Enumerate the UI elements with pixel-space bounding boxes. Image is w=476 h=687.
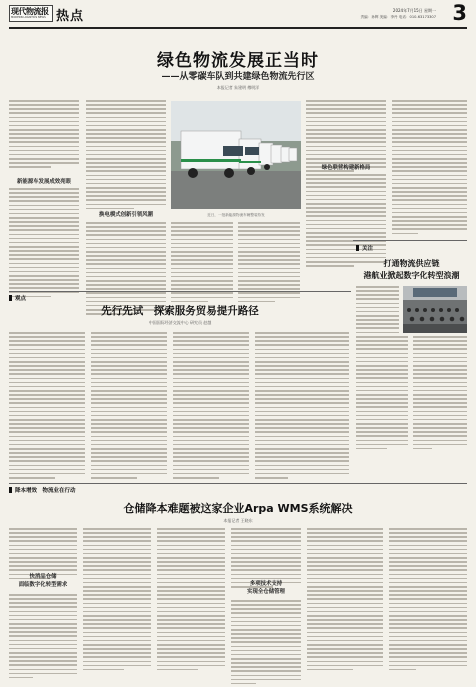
bottom-story-byline: 本报记者 王晓东 [223,518,253,523]
bottom-story-rule [9,483,467,484]
subhead-tech-support: 多项技术支持 实现全仓储管理 [247,581,285,595]
viewpoint-rule [9,291,351,292]
top-story-col-3 [171,222,233,305]
viewpoint-section-label [9,294,26,302]
bottom-label-text: 降本增效 物流业在行动 [15,488,76,494]
viewpoint-col-2 [91,332,167,481]
viewpoint-byline: 中国国际经济交流中心 研究员 赵越 [148,320,212,325]
top-story-col-4 [238,222,300,305]
bottom-col-1b [9,594,77,681]
bottom-col-2 [83,528,151,673]
bottom-col-6 [389,528,467,673]
masthead [0,0,476,26]
bottom-col-5 [307,528,383,673]
top-story-title: 绿色物流发展正当时 [157,51,319,71]
bottom-col-3 [157,528,225,673]
top-story-col-1b [9,188,79,300]
bottom-story-title: 仓储降本难题被这家企业Arpa WMS系统解决 [123,502,353,515]
feature-section-label [356,244,373,252]
feature-top-rule [353,240,467,241]
paper-subname: MODERN LOGISTICS NEWS [11,16,46,19]
trucks-photo [171,101,301,209]
top-story-subtitle: ——从零碳车队到共建绿色物流先行区 [161,72,315,82]
paper-name: 现代物流报 [11,7,49,16]
top-story-col-1 [9,100,79,170]
viewpoint-label-text: 观点 [15,296,27,302]
viewpoint-col-1 [9,332,85,481]
page-number: 3 [452,1,467,25]
feature-col-2 [413,336,467,452]
top-story-col-2 [86,100,166,212]
trucks-photo-caption: 近日，一批新能源物流车辆整装待发 [207,213,265,217]
masthead-rule [9,27,467,29]
editor-line: 责编：孙辉 美编：李丹 电话：010-63173307 [360,15,436,19]
viewpoint-col-3 [173,332,249,481]
section-marker-icon [356,245,359,251]
feature-col-left [356,286,399,336]
viewpoint-title: 先行先试 探索服务贸易提升路径 [101,305,259,317]
subhead-green-alliance: 绿色联营构建新格局 [321,165,371,171]
date-line: 2024年7月15日 星期一 [392,8,436,13]
section-marker-icon [9,295,12,301]
subhead-new-energy: 新能源车发展成效亮眼 [17,179,71,185]
feature-label-text: 关注 [362,246,374,252]
section-marker-icon [9,487,12,493]
top-story-col-6 [392,100,467,237]
viewpoint-col-4 [255,332,349,481]
feature-col-1 [356,336,408,452]
bottom-section-label [9,486,76,494]
conference-photo [403,286,467,333]
top-story-byline: 本报记者 朱建明 傅明洋 [216,85,260,90]
section-title: 热点 [56,9,85,24]
feature-title-line2: 港航业掀起数字化转型浪潮 [363,271,460,280]
top-story-col-5b [306,174,386,269]
feature-title-line1: 打通物流供应链 [383,259,440,268]
bottom-col-4b [231,600,301,687]
subhead-fmcg-warehouse: 快消品仓储 面临数字化转型需求 [18,574,68,588]
subhead-battery-swap: 换电模式创新引领风潮 [99,212,153,218]
